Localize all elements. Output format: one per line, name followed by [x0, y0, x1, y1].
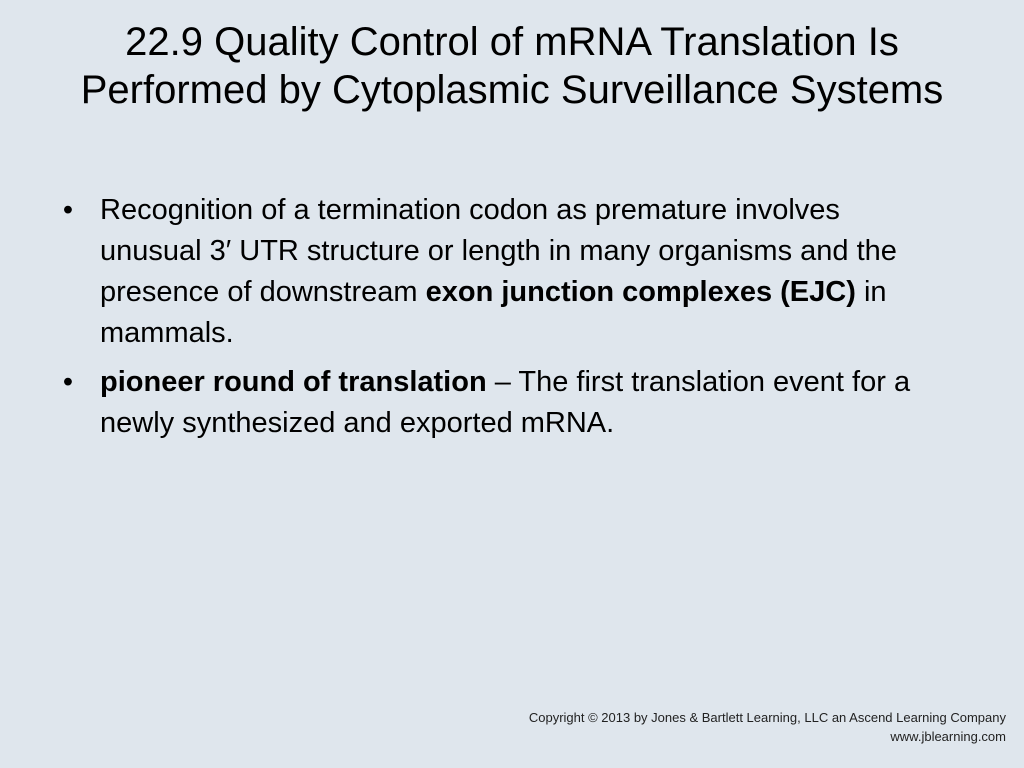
bullet-dot-icon: • [62, 194, 74, 226]
copyright-footer [529, 708, 1006, 746]
slide-title: 22.9 Quality Control of mRNA Translation Is Performed by Cytoplasmic Surveillance Systems [80, 20, 944, 112]
bullet-dot-icon: • [62, 366, 74, 398]
bullet-text-ending: in mammals. [100, 276, 887, 349]
website-link: www.jblearning.com [890, 729, 1006, 744]
copyright-text: Copyright © 2013 by Jones & Bartlett Learning, LLC an Ascend Learning Company [528, 710, 1006, 725]
bullet-text: Recognition of a termination codon as premature involves unusual 3′ UTR structure or length in many organisms and the presence of downstream [100, 194, 897, 308]
bullet-item-recognition [58, 190, 918, 354]
bullet-list [58, 190, 918, 452]
bold-term: pioneer round of translation [100, 366, 487, 398]
bullet-text: – The first translation event for a newly synthesized and exported mRNA. [100, 366, 911, 439]
bold-term: exon junction complexes (EJC) [425, 276, 856, 308]
bullet-item-pioneer-round [58, 362, 918, 444]
